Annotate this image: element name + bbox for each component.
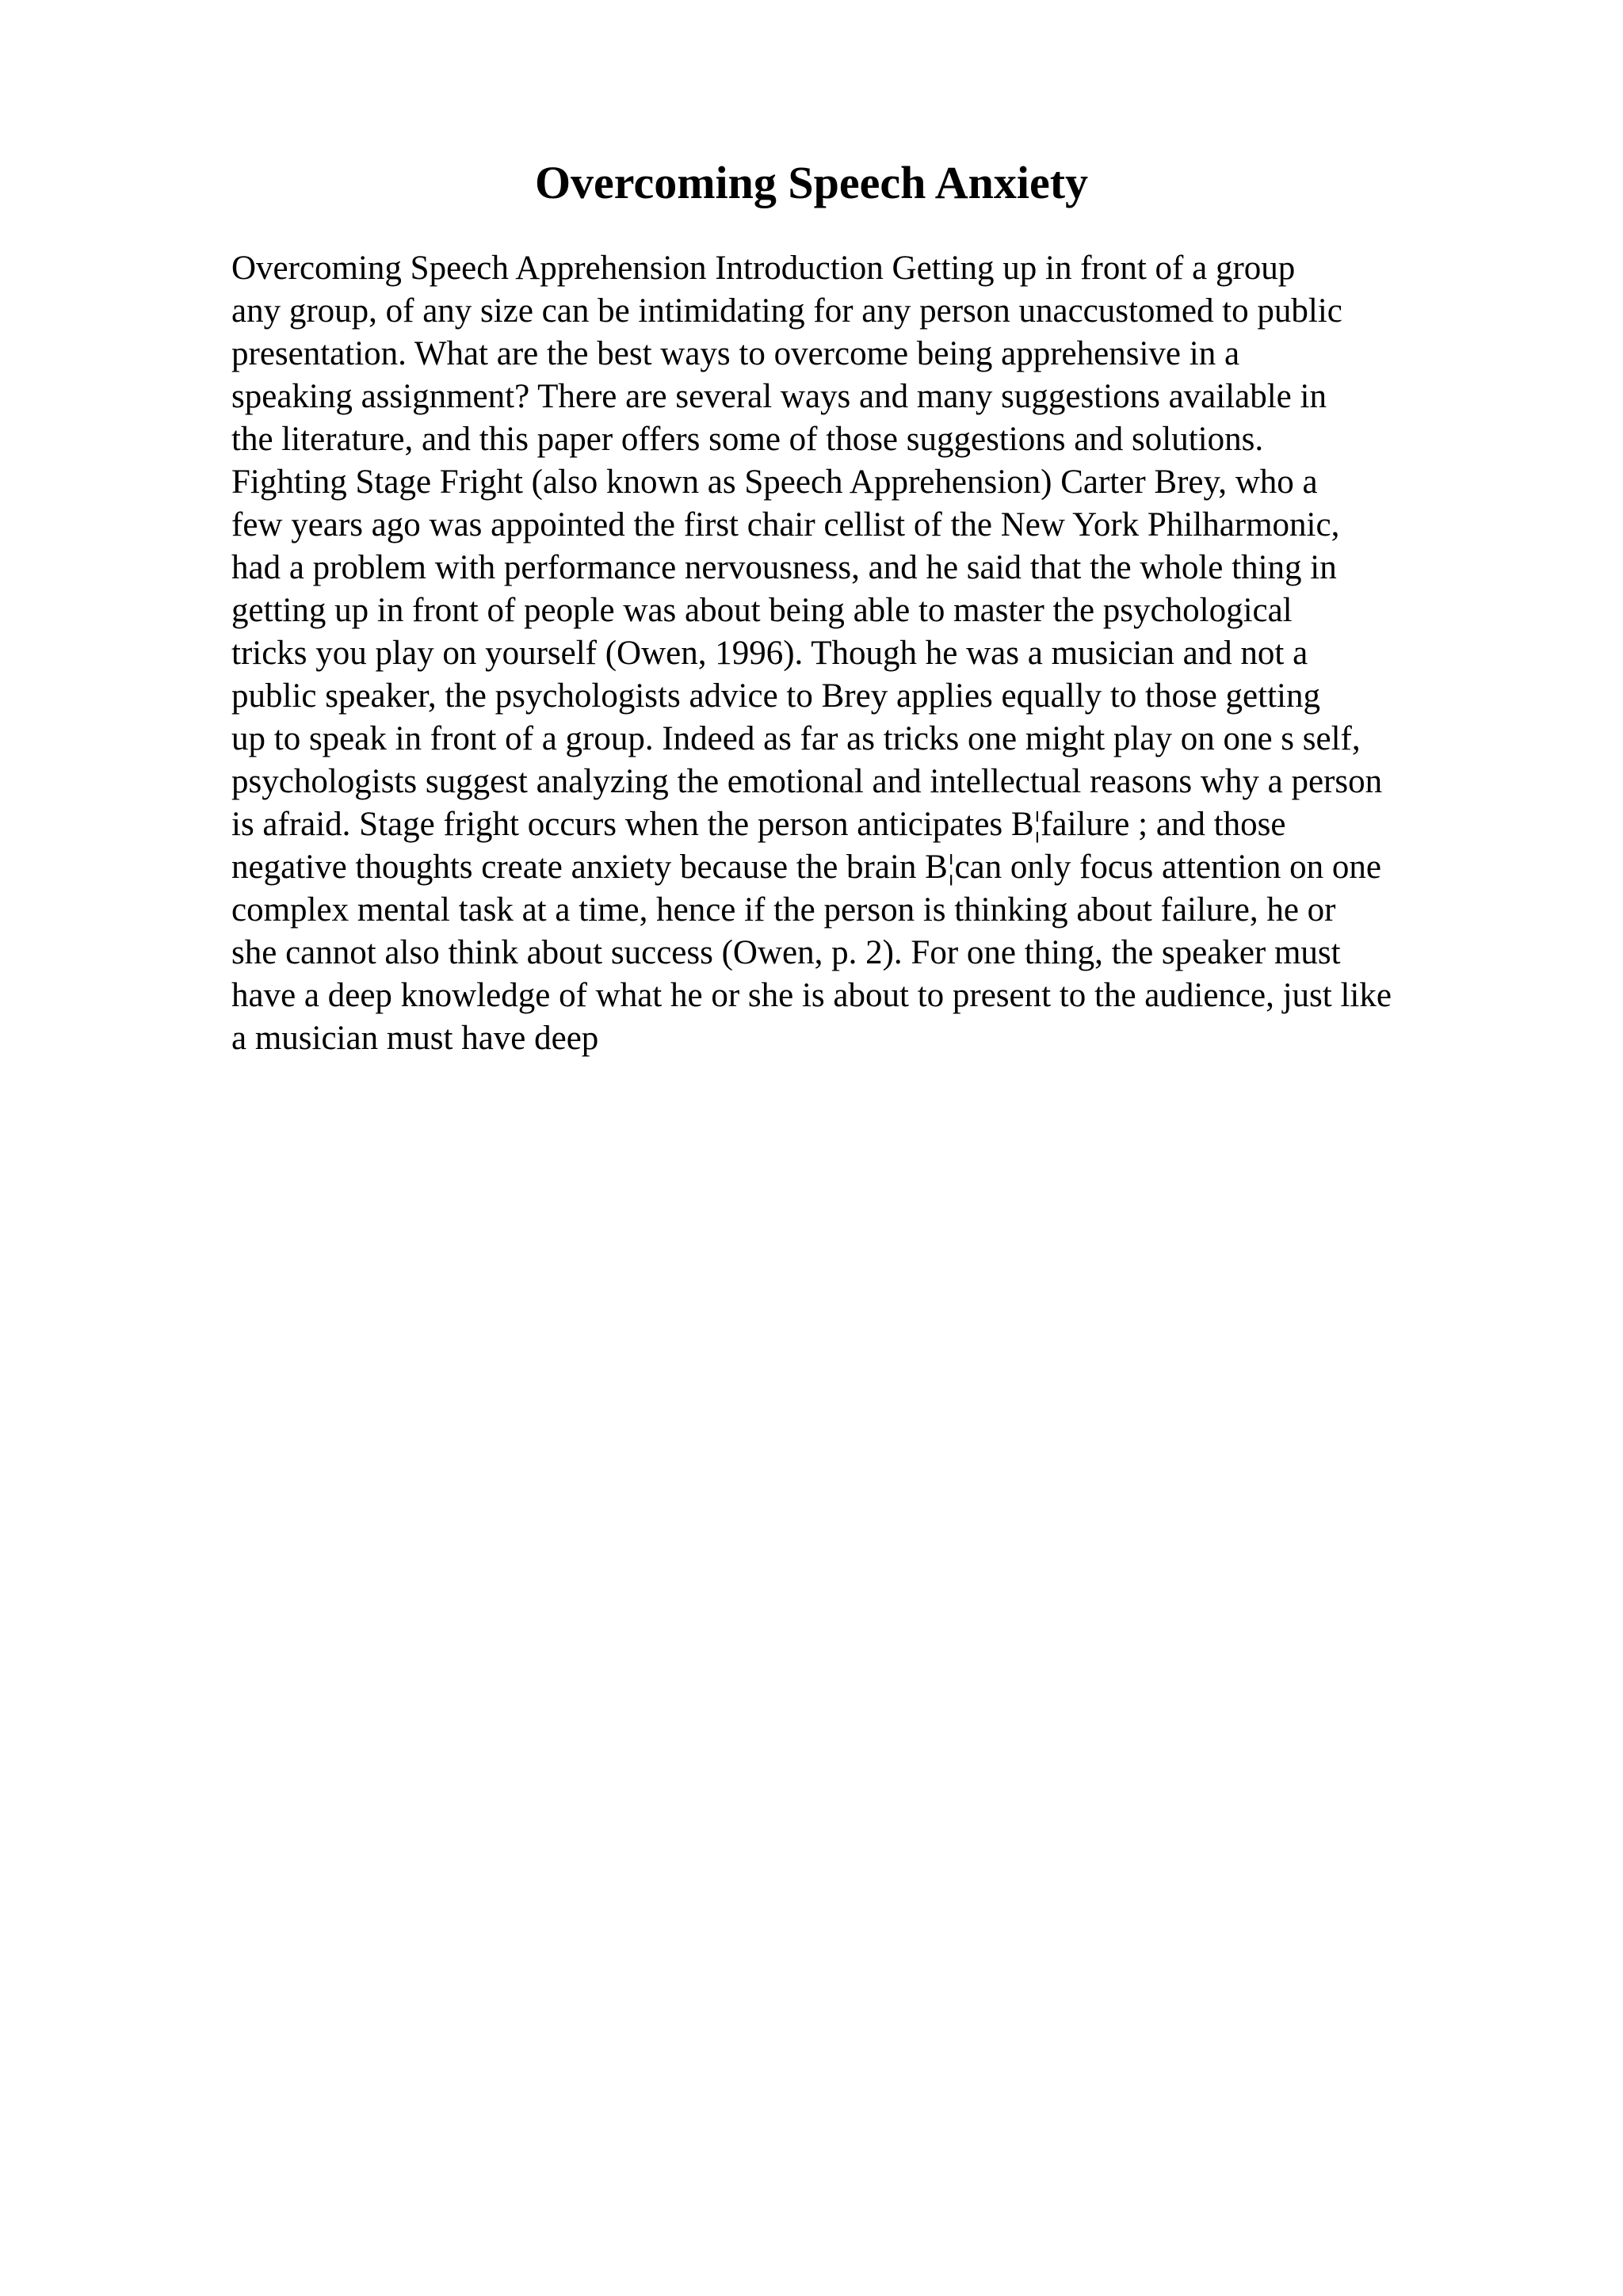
document-title: Overcoming Speech Anxiety bbox=[534, 157, 1089, 208]
body-line: tricks you play on yourself (Owen, 1996). Though he was a musician and not a bbox=[231, 635, 1308, 672]
body-line: any group, of any size can be intimidating for any person unaccustomed to public bbox=[231, 292, 1342, 330]
body-line: presentation. What are the best ways to overcome being apprehensive in a bbox=[231, 335, 1240, 372]
body-line: had a problem with performance nervousness, and he said that the whole thing in bbox=[231, 549, 1337, 586]
body-line: psychologists suggest analyzing the emotional and intellectual reasons why a person bbox=[231, 763, 1383, 800]
body-line: a musician must have deep bbox=[231, 1020, 599, 1057]
body-line: speaking assignment? There are several ways and many suggestions available in bbox=[231, 378, 1327, 415]
body-line: negative thoughts create anxiety because the brain B¦can only focus attention on one bbox=[231, 849, 1381, 886]
body-line: public speaker, the psychologists advice to Brey applies equally to those getting bbox=[231, 677, 1320, 715]
body-line: getting up in front of people was about being able to master the psychological bbox=[231, 592, 1293, 629]
body-line: few years ago was appointed the first chair cellist of the New York Philharmonic, bbox=[231, 506, 1340, 543]
body-line: up to speak in front of a group. Indeed as far as tricks one might play on one s self, bbox=[231, 720, 1361, 757]
body-line: Fighting Stage Fright (also known as Speech Apprehension) Carter Brey, who a bbox=[231, 463, 1318, 501]
document-body bbox=[231, 247, 1515, 1060]
body-line: she cannot also think about success (Owen, p. 2). For one thing, the speaker must bbox=[231, 934, 1341, 971]
body-line: Overcoming Speech Apprehension Introduction Getting up in front of a group bbox=[231, 250, 1296, 287]
body-line: the literature, and this paper offers some of those suggestions and solutions. bbox=[231, 421, 1264, 458]
body-line: complex mental task at a time, hence if the person is thinking about failure, he or bbox=[231, 891, 1336, 929]
body-line: is afraid. Stage fright occurs when the person anticipates B¦failure ; and those bbox=[231, 806, 1286, 843]
body-line: have a deep knowledge of what he or she is about to present to the audience, just like bbox=[231, 977, 1392, 1014]
